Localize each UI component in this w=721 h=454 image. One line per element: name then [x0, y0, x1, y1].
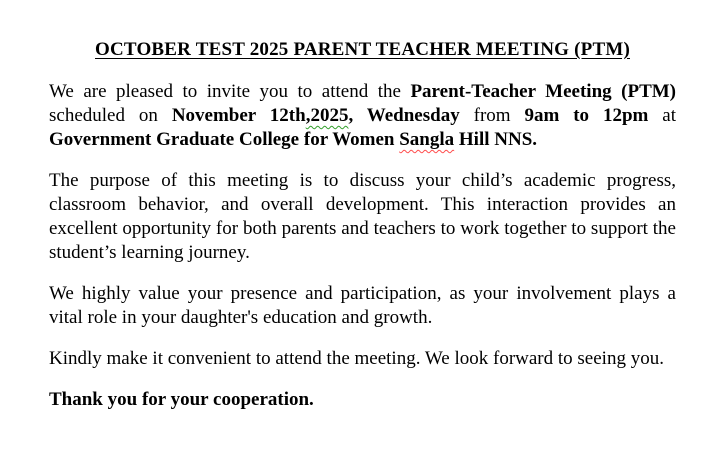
value-paragraph [49, 282, 676, 330]
thanks-paragraph [49, 388, 676, 412]
text-segment: Thank you for your cooperation. [49, 389, 314, 410]
text-segment: We highly value your presence and participation, as your involvement plays a vital role in your daughter's education and growth. [49, 283, 676, 328]
text-segment: November 12th [171, 105, 306, 126]
text-segment: The purpose of this meeting is to discuss your child’s academic progress, classroom behavior, and overall development. This interaction provides an excellent opportunity for both parents and teachers to work together to support the student’s learning journey. [49, 170, 676, 263]
text-segment: We are pleased to invite you to attend the [49, 81, 411, 102]
text-segment: from [459, 105, 525, 126]
text-segment: at [648, 105, 677, 126]
text-segment-grammar-squiggle: ,2025 [305, 105, 349, 126]
text-segment: Government Graduate College for Women [49, 129, 400, 150]
text-segment: Hill NNS. [454, 129, 538, 150]
purpose-paragraph [49, 169, 676, 265]
invitation-paragraph [49, 80, 676, 152]
text-segment: , Wednesday [348, 105, 460, 126]
text-segment: Parent-Teacher Meeting (PTM) [410, 81, 676, 102]
text-segment: scheduled on [49, 105, 172, 126]
document-title: OCTOBER TEST 2025 PARENT TEACHER MEETING (PTM) [95, 39, 630, 60]
text-segment-spelling-squiggle: Sangla [399, 129, 455, 150]
document-body [49, 80, 676, 412]
text-segment: Kindly make it convenient to attend the meeting. We look forward to seeing you. [49, 348, 664, 369]
closing-paragraph [49, 347, 676, 371]
text-segment: 9am to 12pm [524, 105, 649, 126]
